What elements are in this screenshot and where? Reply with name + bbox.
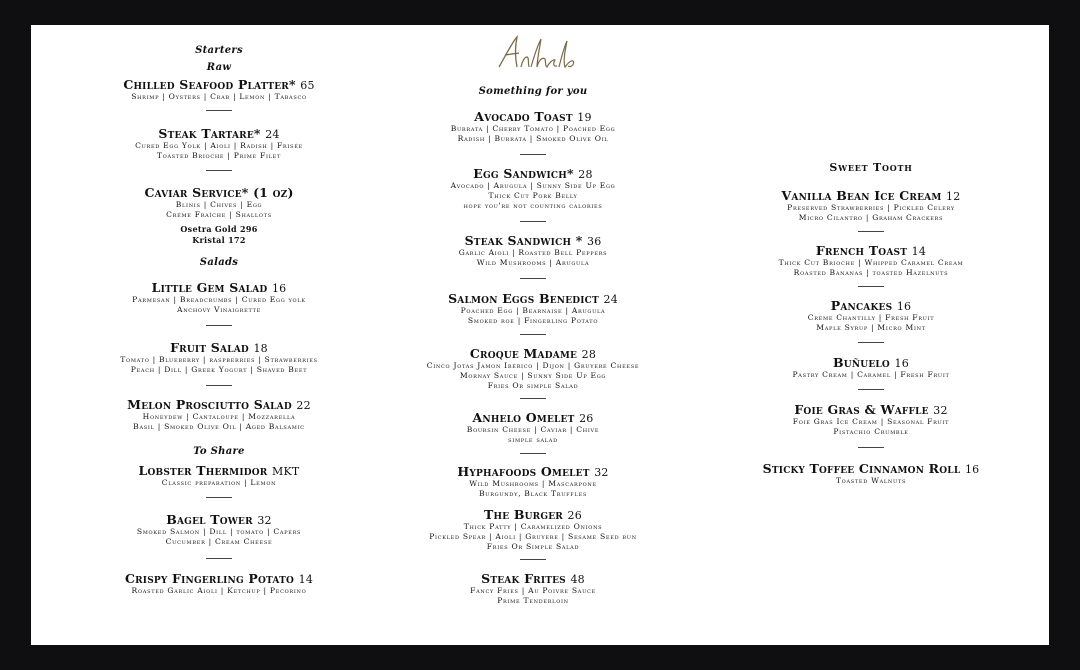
menu-item-vanilla-ice-cream xyxy=(731,188,1011,223)
divider xyxy=(520,221,546,222)
menu-item-fruit-salad xyxy=(88,340,350,375)
divider xyxy=(206,497,232,498)
item-desc: Pastry Cream | Caramel | Fresh Fruit xyxy=(792,370,950,379)
divider xyxy=(858,447,884,448)
item-name: Hyphafoods Omelet xyxy=(457,464,590,479)
item-desc: Micro Cilantro | Graham Crackers xyxy=(798,213,944,222)
menu-item-croque-madame xyxy=(391,346,675,391)
item-name: Chilled Seafood Platter* xyxy=(123,77,296,92)
item-desc: Wild Mushrooms | Mascarpone xyxy=(469,479,597,488)
menu-item-lobster-thermidor xyxy=(88,463,350,488)
caviar-osetra: Osetra Gold 296 xyxy=(180,224,258,234)
item-price: 16 xyxy=(271,282,287,295)
menu-item-pancakes xyxy=(731,298,1011,333)
item-name: Anhelo Omelet xyxy=(472,410,575,425)
item-desc: Garlic Aioli | Roasted Bell Peppers xyxy=(458,248,608,257)
item-price: 26 xyxy=(579,412,594,425)
item-desc: Toasted Brioche | Prime Filet xyxy=(156,151,282,160)
section-raw: Raw xyxy=(206,62,232,73)
item-price: 65 xyxy=(300,79,315,92)
item-name: Foie Gras & Waffle xyxy=(794,402,929,417)
divider xyxy=(858,286,884,287)
item-desc: Prime Tenderloin xyxy=(497,596,569,605)
item-price: 28 xyxy=(581,348,597,361)
divider xyxy=(206,110,232,111)
item-price: 48 xyxy=(570,573,585,586)
item-name: Avocado Toast xyxy=(474,109,573,124)
item-desc: Blinis | Chives | Egg xyxy=(175,200,263,209)
item-desc: Thick Cut Brioche | Whipped Caramel Cream xyxy=(778,258,964,267)
item-desc: Roasted Garlic Aioli | Ketchup | Pecorino xyxy=(131,586,307,595)
item-desc: Anchovy Vinaigrette xyxy=(177,305,261,314)
item-name: Steak Frites xyxy=(481,571,566,586)
item-price: MKT xyxy=(272,465,300,478)
item-price: 24 xyxy=(603,293,618,306)
item-price: 16 xyxy=(896,300,912,313)
menu-item-crispy-potato xyxy=(88,571,350,596)
item-desc: Maple Syrup | Micro Mint xyxy=(816,323,926,332)
section-starters: Starters xyxy=(195,45,243,56)
menu-item-caviar-service xyxy=(88,185,350,246)
item-price: 16 xyxy=(894,357,909,370)
menu-item-little-gem xyxy=(88,280,350,315)
divider xyxy=(206,558,232,559)
column-sweet-tooth xyxy=(731,25,1011,625)
item-name: Lobster Thermidor xyxy=(138,463,268,478)
divider xyxy=(206,325,232,326)
divider xyxy=(858,231,884,232)
section-to-share: To Share xyxy=(193,446,245,457)
item-desc: Tomato | Blueberry | raspberries | Strawberries xyxy=(120,355,318,364)
item-desc: Basil | Smoked Olive Oil | Aged Balsamic xyxy=(133,422,305,431)
item-desc: simple salad xyxy=(508,435,558,444)
menu-item-french-toast xyxy=(731,243,1011,278)
menu-item-steak-tartare xyxy=(88,126,350,161)
divider xyxy=(520,154,546,155)
divider xyxy=(858,389,884,390)
item-desc: Radish | Burrata | Smoked Olive Oil xyxy=(457,134,609,143)
item-name: Salmon Eggs Benedict xyxy=(448,291,599,306)
menu-item-steak-sandwich xyxy=(391,233,675,268)
item-desc: Foie Gras Ice Cream | Seasonal Fruit xyxy=(792,417,950,426)
item-desc: Honeydew | Cantaloupe | Mozzarella xyxy=(142,412,296,421)
item-desc: Parmesan | Breadcrumbs | Cured Egg yolk xyxy=(132,295,306,304)
section-salads: Salads xyxy=(199,257,239,268)
item-name: Sticky Toffee Cinnamon Roll xyxy=(762,461,961,476)
item-name: Melon Prosciutto Salad xyxy=(127,397,292,412)
item-desc: Classic preparation | Lemon xyxy=(161,478,277,487)
item-desc: Fries Or Simple Salad xyxy=(486,542,580,551)
menu-item-melon-prosciutto xyxy=(88,397,350,432)
divider xyxy=(206,170,232,171)
item-desc: Burgundy, Black Truffles xyxy=(479,489,587,498)
item-desc: Thick Patty | Caramelized Onions xyxy=(463,522,603,531)
item-name: Egg Sandwich* xyxy=(473,166,574,181)
item-name: Crispy Fingerling Potato xyxy=(124,571,295,586)
item-price: 12 xyxy=(946,190,961,203)
column-mains xyxy=(391,25,675,625)
item-desc: hope you're not counting calories xyxy=(463,201,603,210)
divider xyxy=(520,453,546,454)
divider xyxy=(858,342,884,343)
item-desc: Smoked roe | Fingerling Potato xyxy=(467,316,599,325)
divider xyxy=(520,334,546,335)
menu-item-egg-sandwich xyxy=(391,166,675,211)
item-name: The Burger xyxy=(484,507,563,522)
menu-item-avocado-toast xyxy=(391,109,675,144)
item-name: Buñuelo xyxy=(833,355,890,370)
menu-item-bagel-tower xyxy=(88,512,350,547)
item-desc: Roasted Bananas | toasted Hazelnuts xyxy=(793,268,949,277)
item-desc: Crème Chantilly | Fresh Fruit xyxy=(807,313,935,322)
column-starters xyxy=(88,25,350,625)
item-desc: Wild Mushrooms | Arugula xyxy=(476,258,590,267)
item-desc: Boursin Cheese | Caviar | Chive xyxy=(466,425,600,434)
menu-item-seafood-platter xyxy=(88,77,350,102)
item-price: 16 xyxy=(964,463,980,476)
item-price: 32 xyxy=(594,466,609,479)
menu-page xyxy=(31,25,1049,645)
item-desc: Cucumber | Cream Cheese xyxy=(165,537,273,546)
menu-item-foie-gras-waffle xyxy=(731,402,1011,437)
caviar-kristal: Kristal 172 xyxy=(192,235,246,245)
menu-item-the-burger xyxy=(391,507,675,552)
item-name: Vanilla Bean Ice Cream xyxy=(781,188,942,203)
menu-item-steak-frites xyxy=(391,571,675,606)
item-price: 24 xyxy=(265,128,280,141)
item-desc: Fries Or simple Salad xyxy=(487,381,579,390)
item-price: 36 xyxy=(587,235,602,248)
divider xyxy=(520,278,546,279)
item-desc: Toasted Walnuts xyxy=(835,476,907,485)
item-price: 32 xyxy=(933,404,948,417)
menu-item-hyphafoods-omelet xyxy=(391,464,675,499)
item-desc: Fancy Fries | Au Poivre Sauce xyxy=(470,586,596,595)
menu-item-salmon-benedict xyxy=(391,291,675,326)
item-desc: Smoked Salmon | Dill | tomato | Capers xyxy=(136,527,302,536)
item-name: Caviar Service* (1 oz) xyxy=(144,185,294,200)
item-desc: Créme Fraîche | Shallots xyxy=(166,210,272,219)
item-price: 18 xyxy=(253,342,268,355)
item-name: French Toast xyxy=(815,243,908,258)
item-desc: Shrimp | Oysters | Crab | Lemon | Tabasco xyxy=(131,92,307,101)
item-name: Pancakes xyxy=(830,298,893,313)
item-desc: Poached Egg | Bearnaise | Arugula xyxy=(460,306,606,315)
item-name: Bagel Tower xyxy=(166,512,253,527)
item-name: Steak Tartare* xyxy=(158,126,261,141)
item-name: Fruit Salad xyxy=(170,340,249,355)
item-desc: Pickled Spear | Aioli | Gruyere | Sesame Seed bun xyxy=(429,532,637,541)
item-price: 19 xyxy=(577,111,592,124)
item-desc: Avocado | Arugula | Sunny Side Up Egg xyxy=(450,181,616,190)
item-price: 22 xyxy=(296,399,311,412)
item-price: 14 xyxy=(298,573,314,586)
divider xyxy=(520,559,546,560)
item-price: 32 xyxy=(257,514,272,527)
item-desc: Pistachio Crumble xyxy=(833,427,909,436)
item-price: 14 xyxy=(911,245,927,258)
item-desc: Cinco Jotas Jamon Ibérico | Dijon | Gruyere Cheese xyxy=(426,361,640,370)
item-desc: Cured Egg Yolk | Aioli | Radish | Frisée xyxy=(135,141,303,150)
divider xyxy=(520,398,546,399)
section-sweet-tooth: Sweet Tooth xyxy=(829,161,913,174)
item-desc: Mornay Sauce | Sunny Side Up Egg xyxy=(459,371,607,380)
menu-item-sticky-toffee-roll xyxy=(731,461,1011,486)
item-price: 26 xyxy=(567,509,582,522)
item-desc: Thick Cut Pork Belly xyxy=(488,191,578,200)
item-price: 28 xyxy=(578,168,593,181)
item-name: Steak Sandwich * xyxy=(464,233,583,248)
item-name: Croque Madame xyxy=(469,346,578,361)
item-desc: Burrata | Cherry Tomato | Poached Egg xyxy=(450,124,616,133)
item-name: Little Gem Salad xyxy=(151,280,268,295)
divider xyxy=(206,385,232,386)
menu-item-anhelo-omelet xyxy=(391,410,675,445)
section-something-for-you: Something for you xyxy=(478,86,588,97)
item-desc: Peach | Dill | Greek Yogurt | Shaved Beet xyxy=(130,365,308,374)
item-desc: Preserved Strawberries | Pickled Celery xyxy=(787,203,955,212)
menu-item-bunuelo xyxy=(731,355,1011,380)
